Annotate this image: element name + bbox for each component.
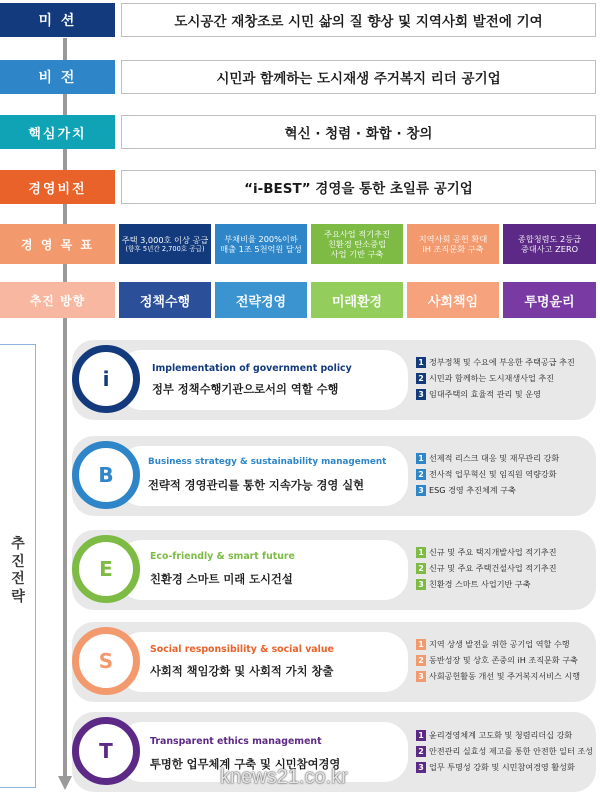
goal-2: 부채비율 200%이하 매출 1조 5천억원 달성 (215, 224, 307, 264)
strategy-s-items (416, 636, 580, 684)
list-item: 3 업무 투명성 강화 및 시민참여경영 활성화 (416, 759, 593, 775)
list-item: 3 친환경 스마트 사업기반 구축 (416, 576, 557, 592)
strategy-b-letter: B (98, 463, 114, 487)
vision-label: 비 전 (0, 60, 115, 94)
strategy-e-letter: E (99, 557, 113, 581)
direction-4: 사회책임 (407, 282, 499, 318)
list-item: 3 임대주택의 효율적 관리 및 운영 (416, 386, 575, 402)
direction-3: 미래환경 (311, 282, 403, 318)
list-item: 1 지역 상생 발전을 위한 공기업 역할 수행 (416, 636, 580, 652)
strategy-e-items (416, 544, 557, 592)
strategy-s-pill (118, 632, 408, 692)
strategy-e-kr: 친환경 스마트 미래 도시건설 (150, 573, 293, 586)
flow-line (63, 38, 67, 780)
goal-3: 주요사업 적기추진 친환경 탄소중립 사업 기반 구축 (311, 224, 403, 264)
goal-4: 지역사회 공헌 확대 iH 조직문화 구축 (407, 224, 499, 264)
list-item: 2 안전관리 실효성 제고를 통한 안전한 일터 조성 (416, 743, 593, 759)
strategy-e-en: Eco-friendly & smart future (150, 551, 295, 562)
mission-label: 미 션 (0, 3, 115, 37)
list-item: 1 선제적 리스크 대응 및 재무관리 강화 (416, 450, 559, 466)
strategy-b-circle (72, 441, 140, 509)
strategy-b-en: Business strategy & sustainability management (148, 457, 387, 467)
goal-5: 종합청렴도 2등급 중대사고 ZERO (503, 224, 596, 264)
strategy-t-items (416, 727, 593, 775)
strategy-i-letter: i (102, 367, 110, 391)
direction-2: 전략경영 (215, 282, 307, 318)
strategy-i-pill (118, 350, 408, 410)
watermark: knews21.co.kr (220, 766, 348, 788)
strategy-t-letter: T (99, 739, 113, 763)
strategy-i-kr: 정부 정책수행기관으로서의 역할 수행 (152, 383, 339, 396)
strategy-s-kr: 사회적 책임강화 및 사회적 가치 창출 (150, 665, 334, 678)
strategy-i-en: Implementation of government policy (152, 363, 352, 374)
goals-label: 경 영 목 표 (0, 224, 115, 264)
vision-text: 시민과 함께하는 도시재생 주거복지 리더 공기업 (121, 60, 596, 94)
mgmt-vision-text: “i-BEST” 경영을 통한 초일류 공기업 (121, 170, 596, 204)
core-values-label: 핵심가치 (0, 115, 115, 149)
strategy-s-en: Social responsibility & social value (150, 644, 334, 655)
flow-arrowhead (58, 776, 72, 790)
strategy-label: 추 진 전 략 (11, 536, 25, 605)
directions-label: 추진 방향 (0, 282, 115, 318)
list-item: 3 ESG 경영 추진체계 구축 (416, 482, 559, 498)
strategy-s-letter: S (98, 649, 114, 673)
direction-1: 정책수행 (119, 282, 211, 318)
strategy-t-kr: 투명한 업무체계 구축 및 시민참여경영 (150, 758, 341, 771)
list-item: 1 윤리경영체계 고도화 및 청렴리더십 강화 (416, 727, 593, 743)
list-item: 2 전사적 업무혁신 및 임직원 역량강화 (416, 466, 559, 482)
core-values-text: 혁신 · 청렴 · 화합 · 창의 (121, 115, 596, 149)
list-item: 2 신규 및 주요 주택건설사업 적기추진 (416, 560, 557, 576)
list-item: 2 시민과 함께하는 도시재생사업 추진 (416, 370, 575, 386)
strategy-b-items (416, 450, 559, 498)
strategy-b-kr: 전략적 경영관리를 통한 지속가능 경영 실현 (148, 479, 365, 492)
strategy-i-circle (72, 345, 140, 413)
strategy-e-pill (118, 540, 408, 600)
strategy-s-circle (72, 627, 140, 695)
strategy-e-circle (72, 535, 140, 603)
list-item: 2 동반성장 및 상호 존중의 iH 조직문화 구축 (416, 652, 580, 668)
direction-5: 투명윤리 (503, 282, 596, 318)
strategy-i-items (416, 354, 575, 402)
list-item: 3 사회공헌활동 개선 및 주거복지서비스 시행 (416, 668, 580, 684)
list-item: 1 신규 및 주요 택지개발사업 적기추진 (416, 544, 557, 560)
strategy-b-pill (118, 446, 408, 506)
goal-1: 주택 3,000호 이상 공급 (향후 5년간 2,700호 공급) (119, 224, 211, 264)
mgmt-vision-label: 경영비전 (0, 170, 115, 204)
list-item: 1 정부정책 및 수요에 부응한 주택공급 추진 (416, 354, 575, 370)
mission-text: 도시공간 재창조로 시민 삶의 질 향상 및 지역사회 발전에 기여 (121, 3, 596, 37)
strategy-t-en: Transparent ethics management (150, 736, 322, 747)
strategy-t-circle (72, 717, 140, 785)
